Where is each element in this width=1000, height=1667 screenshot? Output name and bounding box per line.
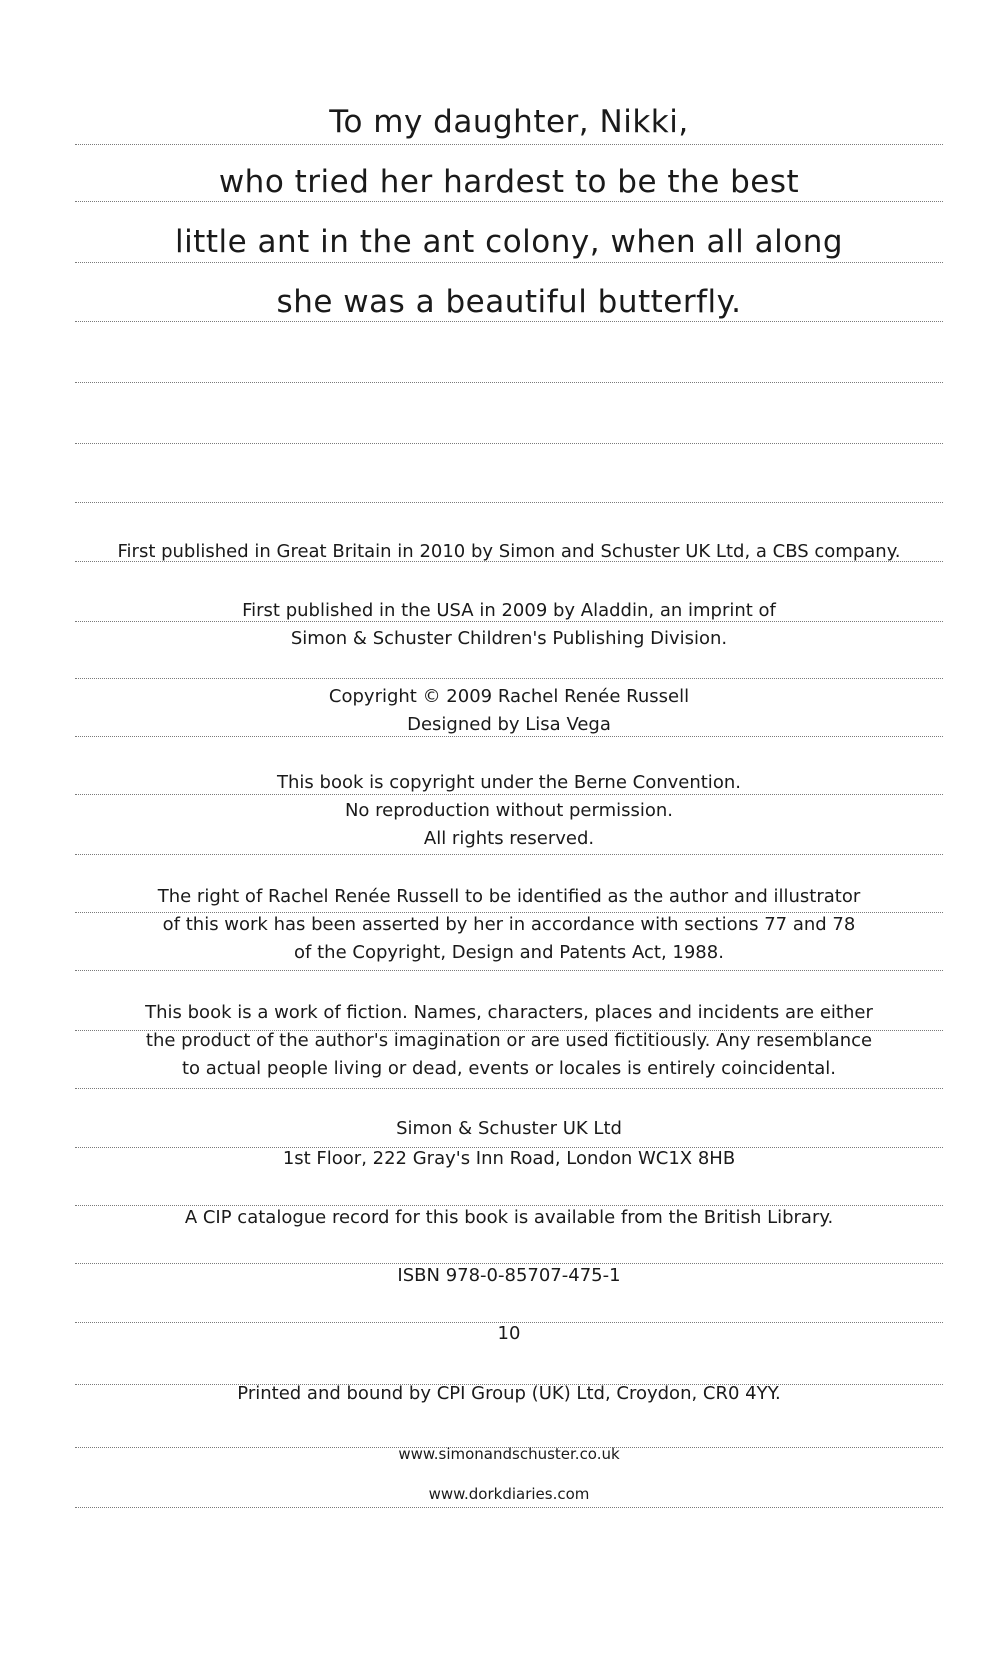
copyright-notice: Copyright © 2009 Rachel Renée Russell xyxy=(328,686,690,707)
ruled-line xyxy=(75,201,943,202)
fiction-disclaimer: the product of the author's imagination or are used fictitiously. Any resemblance xyxy=(145,1030,873,1051)
ruled-line xyxy=(75,1507,943,1508)
first-published-uk: First published in Great Britain in 2010 by Simon and Schuster UK Ltd, a CBS company. xyxy=(117,541,901,562)
moral-rights: The right of Rachel Renée Russell to be identified as the author and illustrator xyxy=(157,886,861,907)
designer-credit: Designed by Lisa Vega xyxy=(407,714,611,735)
ruled-line xyxy=(75,912,943,913)
berne-convention: This book is copyright under the Berne Convention. xyxy=(277,772,741,793)
ruled-line xyxy=(75,144,943,145)
moral-rights: of this work has been asserted by her in accordance with sections 77 and 78 xyxy=(162,914,856,935)
fiction-disclaimer: This book is a work of fiction. Names, characters, places and incidents are either xyxy=(145,1002,873,1023)
printing-number: 10 xyxy=(497,1323,521,1344)
ruled-line xyxy=(75,443,943,444)
dedication-line: she was a beautiful butterfly. xyxy=(276,284,742,320)
ruled-line xyxy=(75,1205,943,1206)
printer-credit: Printed and bound by CPI Group (UK) Ltd, Croydon, CR0 4YY. xyxy=(237,1383,781,1404)
dedication-line: little ant in the ant colony, when all along xyxy=(174,224,844,260)
first-published-usa: First published in the USA in 2009 by Aladdin, an imprint of xyxy=(242,600,776,621)
isbn: ISBN 978-0-85707-475-1 xyxy=(397,1265,621,1286)
berne-convention: No reproduction without permission. xyxy=(344,800,674,821)
ruled-line xyxy=(75,621,943,622)
cip-record: A CIP catalogue record for this book is available from the British Library. xyxy=(184,1207,834,1228)
publisher-address: 1st Floor, 222 Gray's Inn Road, London WC1X 8HB xyxy=(282,1148,736,1169)
publisher-url: www.simonandschuster.co.uk xyxy=(398,1445,620,1463)
ruled-line xyxy=(75,1088,943,1089)
ruled-line xyxy=(75,502,943,503)
ruled-line xyxy=(75,1263,943,1264)
publisher-name: Simon & Schuster UK Ltd xyxy=(396,1118,622,1139)
ruled-line xyxy=(75,262,943,263)
first-published-usa: Simon & Schuster Children's Publishing Division. xyxy=(290,628,728,649)
moral-rights: of the Copyright, Design and Patents Act, 1988. xyxy=(294,942,724,963)
berne-convention: All rights reserved. xyxy=(423,828,595,849)
ruled-line xyxy=(75,794,943,795)
series-url: www.dorkdiaries.com xyxy=(428,1485,590,1503)
dedication-line: who tried her hardest to be the best xyxy=(218,164,800,200)
ruled-line xyxy=(75,382,943,383)
ruled-line xyxy=(75,678,943,679)
ruled-line xyxy=(75,854,943,855)
ruled-line xyxy=(75,736,943,737)
dedication-line: To my daughter, Nikki, xyxy=(329,104,689,140)
ruled-line xyxy=(75,321,943,322)
fiction-disclaimer: to actual people living or dead, events or locales is entirely coincidental. xyxy=(181,1058,837,1079)
ruled-line xyxy=(75,970,943,971)
